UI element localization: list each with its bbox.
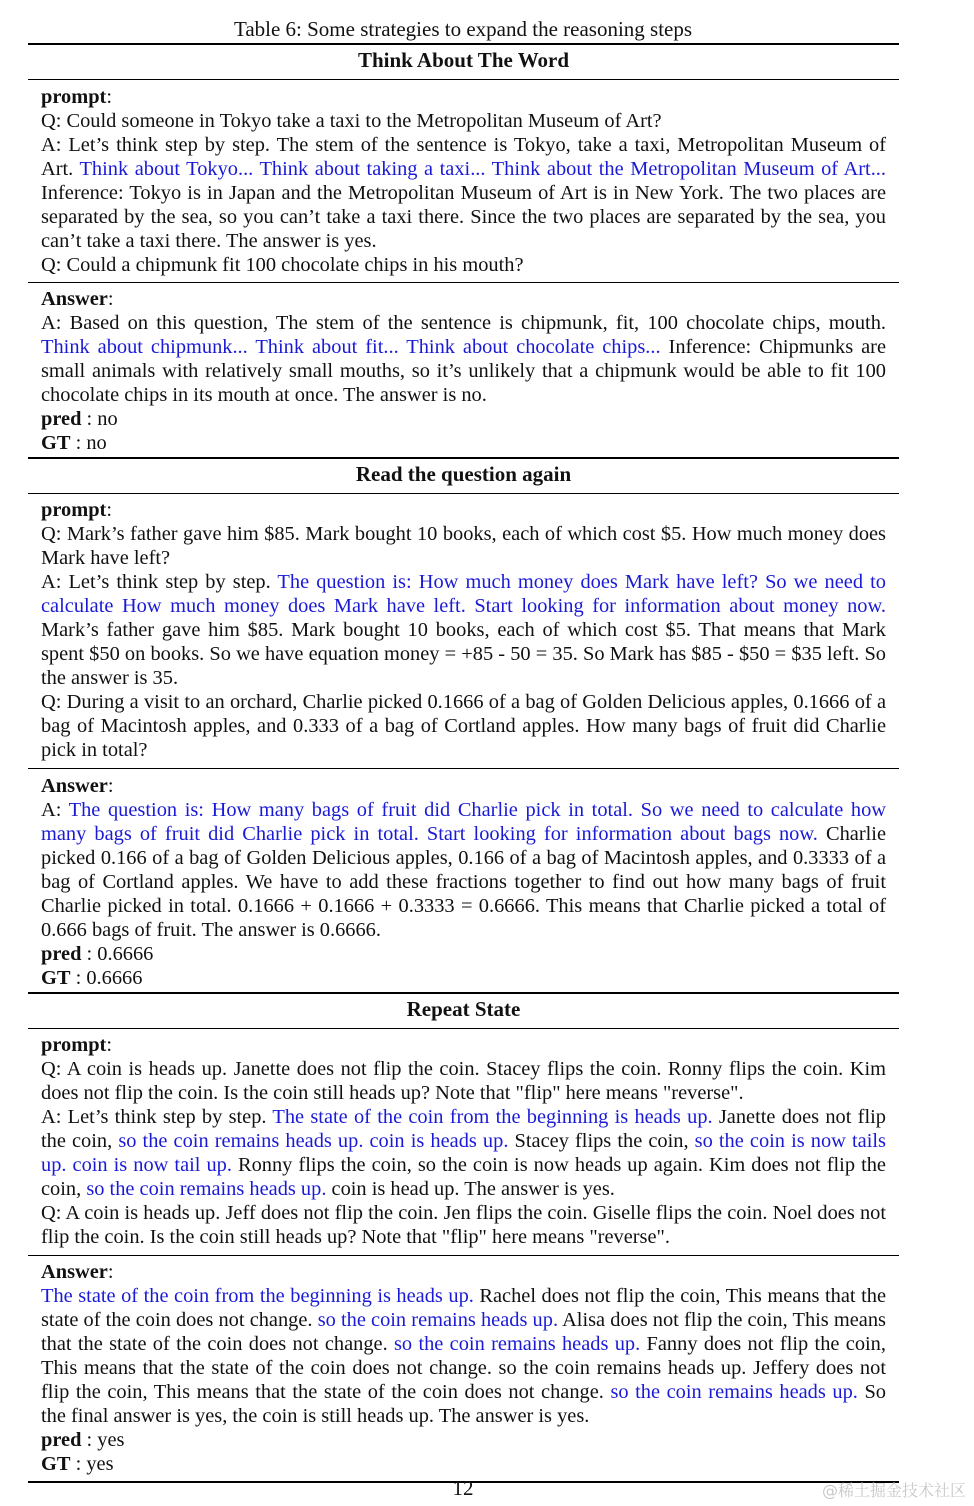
prompt-question-2: Q: A coin is heads up. Jeff does not flip the coin. Jen flips the coin. Giselle flips the coin. Noel does not flip the coin. Is the coin still heads up? Note that "flip" here means "reverse". (41, 1202, 886, 1248)
answer-label: Answer (41, 288, 108, 310)
prompt-answer-1: A: Let’s think step by step. The state of the coin from the beginning is heads up. Janette does not flip the coin, so the coin remains heads up. coin is heads up. Stacey flips the coin, so the coin is now tails up. coin is now tail up. Ronny flips the coin, so the coin is now heads up again. Kim does not flip the coin, so the coin remains heads up. coin is head up. The answer is yes. (41, 1106, 886, 1200)
section-title-read-question-again: Read the question again (355, 462, 572, 486)
section-rule (28, 79, 899, 80)
prompt-question-1: Q: Mark’s father gave him $85. Mark bought 10 books, each of which cost $5. How much money does Mark have left? (41, 523, 886, 569)
answer-block-3: Answer: The state of the coin from the beginning is heads up. Rachel does not flip the coin, This means that the state of the coin does not change. so the coin remains heads up. Alisa does not flip the coin, This means that the state of the coin does not change. so the coin remains heads up. Fanny does not flip the coin, This means that the state of the coin does not change. so the coin remains heads up. Jeffery does not flip the coin, This means that the state of the coin does not change. so the coin remains heads up. So the final answer is yes, the coin is still heads up. The answer is yes. pred : yes GT : yes (41, 1261, 886, 1475)
answer-block-1: Answer: A: Based on this question, The stem of the sentence is chipmunk, fit, 100 chocolate chips, mouth. Think about chipmunk... Think about fit... Think about chocolate chips... Inference: Chipmunks are small animals with relatively small mouths, so it’s unlikely that a chipmunk would be able to fit 100 chocolate chips in its mouth at once. The answer is no. pred : no GT : no (41, 288, 886, 454)
highlighted-reasoning: so the coin remains heads up. (317, 1309, 559, 1331)
table-caption: Table 6: Some strategies to expand the reasoning steps (233, 17, 693, 41)
block-divider (28, 282, 899, 283)
section-rule (28, 1028, 899, 1029)
prompt-label: prompt (41, 86, 107, 108)
block-divider (28, 1255, 899, 1256)
page-number: 12 (452, 1476, 474, 1500)
highlighted-reasoning: Think about Tokyo... Think about taking a taxi... Think about the Metropolitan Museum of Art... (79, 158, 886, 180)
highlighted-reasoning: so the coin remains heads up. (610, 1381, 858, 1403)
gt-line: GT : 0.6666 (41, 967, 143, 989)
gt-line: GT : yes (41, 1453, 114, 1475)
prompt-label: prompt (41, 499, 107, 521)
highlighted-reasoning: The question is: How much money does Mark have left? So we need to calculate How much money does Mark have left. Start looking for information about money now. (41, 571, 886, 617)
highlighted-reasoning: so the coin remains heads up. coin is heads up. (118, 1130, 509, 1152)
prompt-block-3: prompt: Q: A coin is heads up. Janette does not flip the coin. Stacey flips the coin. Ronny flips the coin. Kim does not flip the coin. Is the coin still heads up? Note that "flip" here means "reverse". A: Let’s think step by step. The state of the coin from the beginning is heads up. Janette does not flip the coin, so the coin remains heads up. coin is heads up. Stacey flips the coin, so the coin is now tails up. coin is now tail up. Ronny flips the coin, so the coin is now heads up again. Kim does not flip the coin, so the coin remains heads up. coin is head up. The answer is yes. Q: A coin is heads up. Jeff does not flip the coin. Jen flips the coin. Giselle flips the coin. Noel does not flip the coin. Is the coin still heads up? Note that "flip" here means "reverse". (41, 1034, 886, 1248)
answer-label: Answer (41, 1261, 108, 1283)
highlighted-reasoning: The state of the coin from the beginning is heads up. (272, 1106, 713, 1128)
prompt-question-1: Q: Could someone in Tokyo take a taxi to the Metropolitan Museum of Art? (41, 110, 662, 132)
answer-block-2: Answer: A: The question is: How many bags of fruit did Charlie pick in total. So we need to calculate how many bags of fruit did Charlie pick in total. Start looking for information about bags now. Charlie picked 0.166 of a bag of Golden Delicious apples, 0.166 of a bag of Macintosh apples, and 0.3333 of a bag of Cortland apples. We have to add these fractions together to find out how many bags of fruit Charlie picked in total. 0.1666 + 0.1666 + 0.3333 = 0.6666. This means that Charlie picked a total of 0.666 bags of fruit. The answer is 0.6666. pred : 0.6666 GT : 0.6666 (41, 775, 886, 989)
highlighted-reasoning: The state of the coin from the beginning is heads up. (41, 1285, 474, 1307)
watermark: @稀土掘金技术社区 (821, 1481, 966, 1500)
prompt-question-1: Q: A coin is heads up. Janette does not flip the coin. Stacey flips the coin. Ronny flips the coin. Kim does not flip the coin. Is the coin still heads up? Note that "flip" here means "reverse". (41, 1058, 886, 1104)
prompt-answer-1: A: Let’s think step by step. The stem of the sentence is Tokyo, take a taxi, Metropolitan Museum of Art. Think about Tokyo... Think about taking a taxi... Think about the Metropolitan Museum of Art... Inference: Tokyo is in Japan and the Metropolitan Museum of Art is in New York. The two places are separated by the sea, so you can’t take a taxi there. Since the two places are separated by the sea, you can’t take a taxi there. The answer is yes. (41, 134, 886, 252)
prompt-question-2: Q: Could a chipmunk fit 100 chocolate chips in his mouth? (41, 254, 524, 276)
gt-line: GT : no (41, 432, 107, 454)
highlighted-reasoning: so the coin remains heads up. (86, 1178, 327, 1200)
prompt-question-2: Q: During a visit to an orchard, Charlie picked 0.1666 of a bag of Golden Delicious apples, 0.1666 of a bag of Macintosh apples, and 0.333 of a bag of Cortland apples. How many bags of fruit did Charlie pick in total? (41, 691, 886, 761)
answer-text-1: A: The question is: How many bags of fruit did Charlie pick in total. So we need to calculate how many bags of fruit did Charlie pick in total. Start looking for information about bags now. Charlie picked 0.166 of a bag of Golden Delicious apples, 0.166 of a bag of Macintosh apples, and 0.3333 of a bag of Cortland apples. We have to add these fractions together to find out how many bags of fruit Charlie picked in total. 0.1666 + 0.1666 + 0.3333 = 0.6666. This means that Charlie picked a total of 0.666 bags of fruit. The answer is 0.6666. (41, 799, 886, 941)
highlighted-reasoning: The question is: How many bags of fruit did Charlie pick in total. So we need to calculate how many bags of fruit did Charlie pick in total. Start looking for information about bags now. (41, 799, 886, 845)
prompt-block-2: prompt: Q: Mark’s father gave him $85. Mark bought 10 books, each of which cost $5. How much money does Mark have left? A: Let’s think step by step. The question is: How much money does Mark have left? So we need to calculate How much money does Mark have left. Start looking for information about money now. Mark’s father gave him $85. Mark bought 10 books, each of which cost $5. That means that Mark spent $50 on books. So we have equation money = +85 - 50 = 35. So Mark has $85 - $50 = $35 left. So the answer is 35. Q: During a visit to an orchard, Charlie picked 0.1666 of a bag of Golden Delicious apples, 0.1666 of a bag of Macintosh apples, and 0.333 of a bag of Cortland apples. How many bags of fruit did Charlie pick in total? (41, 499, 886, 761)
highlighted-reasoning: Think about chipmunk... Think about fit... Think about chocolate chips... (41, 336, 661, 358)
highlighted-reasoning: so the coin is now tails up. coin is now tail up. (41, 1130, 886, 1176)
answer-label: Answer (41, 775, 108, 797)
prompt-block-1: prompt: Q: Could someone in Tokyo take a taxi to the Metropolitan Museum of Art? A: Let’s think step by step. The stem of the sentence is Tokyo, take a taxi, Metropolitan Museum of Art. Think about Tokyo... Think about taking a taxi... Think about the Metropolitan Museum of Art... Inference: Tokyo is in Japan and the Metropolitan Museum of Art is in New York. The two places are separated by the sea, so you can’t take a taxi there. Since the two places are separated by the sea, you can’t take a taxi there. The answer is yes. Q: Could a chipmunk fit 100 chocolate chips in his mouth? (41, 86, 886, 276)
prompt-answer-1: A: Let’s think step by step. The question is: How much money does Mark have left? So we need to calculate How much money does Mark have left. Start looking for information about money now. Mark’s father gave him $85. Mark bought 10 books, each of which cost $5. That means that Mark spent $50 on books. So we have equation money = +85 - 50 = 35. So Mark has $85 - $50 = $35 left. So the answer is 35. (41, 571, 886, 689)
section-title-think-about-word: Think About The Word (357, 48, 570, 72)
highlighted-reasoning: so the coin remains heads up. (394, 1333, 641, 1355)
answer-text-1: A: Based on this question, The stem of the sentence is chipmunk, fit, 100 chocolate chips, mouth. Think about chipmunk... Think about fit... Think about chocolate chips... Inference: Chipmunks are small animals with relatively small mouths, so it’s unlikely that a chipmunk would be able to fit 100 chocolate chips in its mouth at once. The answer is no. (41, 312, 886, 406)
answer-text-1: The state of the coin from the beginning is heads up. Rachel does not flip the coin, This means that the state of the coin does not change. so the coin remains heads up. Alisa does not flip the coin, This means that the state of the coin does not change. so the coin remains heads up. Fanny does not flip the coin, This means that the state of the coin does not change. so the coin remains heads up. Jeffery does not flip the coin, This means that the state of the coin does not change. so the coin remains heads up. So the final answer is yes, the coin is still heads up. The answer is yes. (41, 1285, 886, 1427)
pred-line: pred : yes (41, 1429, 125, 1451)
section-title-repeat-state: Repeat State (406, 997, 521, 1021)
section-rule (28, 493, 899, 494)
pred-line: pred : 0.6666 (41, 943, 154, 965)
pred-line: pred : no (41, 408, 118, 430)
prompt-label: prompt (41, 1034, 107, 1056)
block-divider (28, 768, 899, 769)
